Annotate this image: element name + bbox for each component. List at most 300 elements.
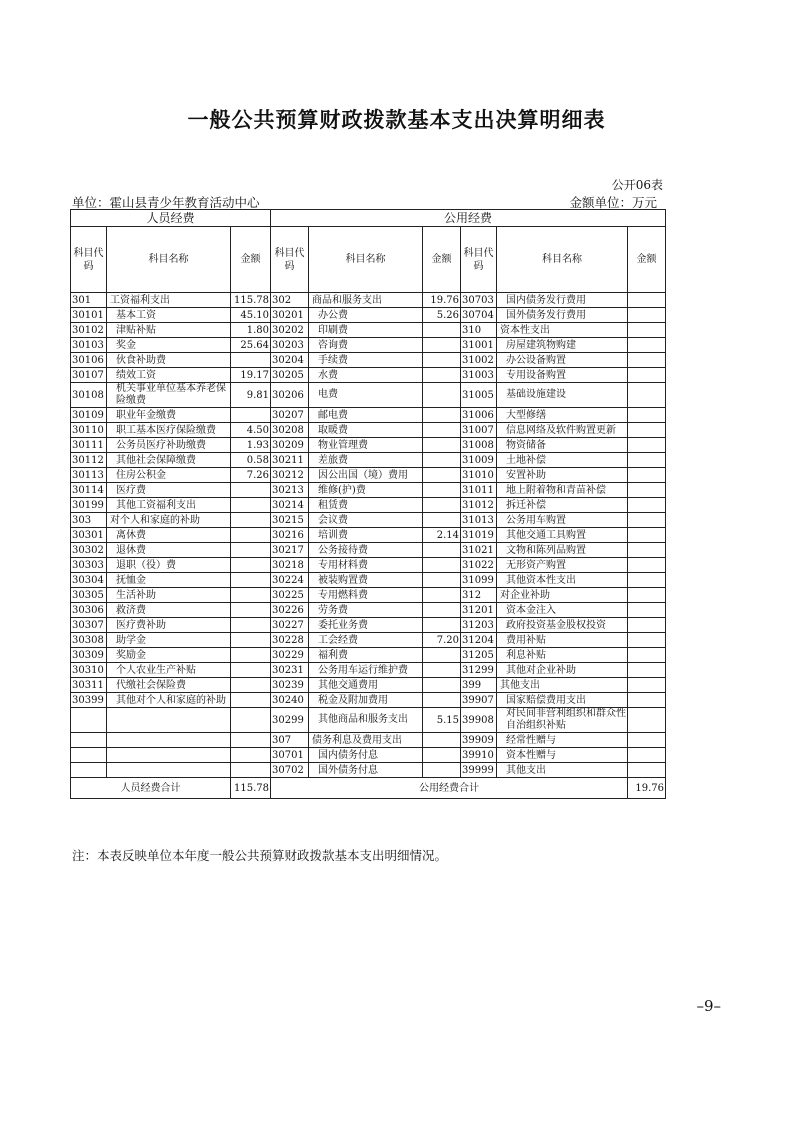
amount-cell [231, 588, 271, 603]
code-cell: 30212 [271, 468, 309, 483]
amount-cell [231, 558, 271, 573]
code-cell: 30216 [271, 528, 309, 543]
amount-cell [423, 408, 461, 423]
table-row [71, 293, 666, 308]
code-cell: 31012 [461, 498, 497, 513]
table-row [71, 543, 666, 558]
name-cell: 安置补助 [497, 468, 628, 483]
code-cell: 30299 [271, 708, 309, 733]
amount-cell [423, 573, 461, 588]
group-header-row [71, 210, 666, 227]
name-cell: 房屋建筑物购建 [497, 338, 628, 353]
name-cell: 印刷费 [309, 323, 423, 338]
name-cell: 邮电费 [309, 408, 423, 423]
table-row [71, 353, 666, 368]
name-cell: 因公出国（境）费用 [309, 468, 423, 483]
code-cell: 30217 [271, 543, 309, 558]
name-cell: 绩效工资 [107, 368, 231, 383]
public-group-header: 公用经费 [271, 210, 666, 227]
code-cell: 39908 [461, 708, 497, 733]
name-cell: 商品和服务支出 [309, 293, 423, 308]
name-cell: 机关事业单位基本养老保险缴费 [107, 383, 231, 408]
code-cell: 31021 [461, 543, 497, 558]
amount-cell [628, 748, 666, 763]
amount-cell [628, 733, 666, 748]
name-cell: 个人农业生产补贴 [107, 663, 231, 678]
table-row [71, 748, 666, 763]
name-cell: 工会经费 [309, 633, 423, 648]
code-cell: 30111 [71, 438, 107, 453]
table-row [71, 513, 666, 528]
name-cell: 生活补助 [107, 588, 231, 603]
table-row [71, 663, 666, 678]
name-cell: 文物和陈列品购置 [497, 543, 628, 558]
amount-cell [231, 733, 271, 748]
name-cell: 债务利息及费用支出 [309, 733, 423, 748]
code-cell: 31203 [461, 618, 497, 633]
name-cell: 其他社会保障缴费 [107, 453, 231, 468]
name-cell: 抚恤金 [107, 573, 231, 588]
name-cell: 国家赔偿费用支出 [497, 693, 628, 708]
name-cell: 维修(护)费 [309, 483, 423, 498]
code-cell: 30205 [271, 368, 309, 383]
amount-cell [423, 368, 461, 383]
table-row [71, 453, 666, 468]
col-header-name: 科目名称 [497, 227, 628, 293]
code-cell: 30103 [71, 338, 107, 353]
code-cell: 30226 [271, 603, 309, 618]
col-header-name: 科目名称 [309, 227, 423, 293]
amount-cell: 7.20 [423, 633, 461, 648]
amount-cell: 19.17 [231, 368, 271, 383]
code-cell: 30204 [271, 353, 309, 368]
code-cell: 307 [271, 733, 309, 748]
amount-cell [423, 338, 461, 353]
code-cell: 302 [271, 293, 309, 308]
amount-cell [628, 353, 666, 368]
table-row [71, 368, 666, 383]
name-cell: 公务用车购置 [497, 513, 628, 528]
name-cell: 经常性赠与 [497, 733, 628, 748]
code-cell: 31299 [461, 663, 497, 678]
amount-cell [423, 468, 461, 483]
column-header-row [71, 227, 666, 293]
code-cell: 31022 [461, 558, 497, 573]
amount-cell [628, 438, 666, 453]
personnel-total-label: 人员经费合计 [71, 778, 231, 799]
table-row [71, 498, 666, 513]
name-cell: 职工基本医疗保险缴费 [107, 423, 231, 438]
code-cell: 31005 [461, 383, 497, 408]
amount-cell [628, 383, 666, 408]
code-cell [71, 748, 107, 763]
code-cell: 303 [71, 513, 107, 528]
table-row [71, 528, 666, 543]
amount-cell [423, 543, 461, 558]
amount-cell [628, 483, 666, 498]
amount-cell [231, 543, 271, 558]
code-cell: 30101 [71, 308, 107, 323]
amount-cell: 4.50 [231, 423, 271, 438]
table-row [71, 308, 666, 323]
name-cell: 国内债务发行费用 [497, 293, 628, 308]
code-cell: 30702 [271, 763, 309, 778]
amount-cell [423, 453, 461, 468]
code-cell: 310 [461, 323, 497, 338]
code-cell: 31099 [461, 573, 497, 588]
table-row [71, 383, 666, 408]
code-cell: 30109 [71, 408, 107, 423]
amount-cell [423, 498, 461, 513]
code-cell: 30309 [71, 648, 107, 663]
code-cell: 30199 [71, 498, 107, 513]
code-cell: 31008 [461, 438, 497, 453]
amount-cell [423, 678, 461, 693]
amount-cell [628, 573, 666, 588]
amount-cell: 9.81 [231, 383, 271, 408]
code-cell: 39999 [461, 763, 497, 778]
code-cell: 30301 [71, 528, 107, 543]
name-cell: 税金及附加费用 [309, 693, 423, 708]
col-header-name: 科目名称 [107, 227, 231, 293]
amount-cell [628, 408, 666, 423]
code-cell: 30207 [271, 408, 309, 423]
name-cell: 利息补贴 [497, 648, 628, 663]
amount-cell [231, 513, 271, 528]
code-cell: 30227 [271, 618, 309, 633]
name-cell: 公务员医疗补助缴费 [107, 438, 231, 453]
name-cell [107, 733, 231, 748]
name-cell: 对个人和家庭的补助 [107, 513, 231, 528]
amount-cell [231, 633, 271, 648]
name-cell: 其他对企业补助 [497, 663, 628, 678]
amount-cell [231, 648, 271, 663]
code-cell: 39909 [461, 733, 497, 748]
name-cell: 资本性支出 [497, 323, 628, 338]
code-cell: 31204 [461, 633, 497, 648]
personnel-group-header: 人员经费 [71, 210, 271, 227]
code-cell: 31201 [461, 603, 497, 618]
name-cell: 公务用车运行维护费 [309, 663, 423, 678]
name-cell: 资本性赠与 [497, 748, 628, 763]
amount-cell [423, 423, 461, 438]
amount-cell [628, 648, 666, 663]
table-row [71, 588, 666, 603]
code-cell: 31013 [461, 513, 497, 528]
amount-cell [231, 498, 271, 513]
amount-cell [423, 663, 461, 678]
code-cell: 30202 [271, 323, 309, 338]
name-cell: 奖励金 [107, 648, 231, 663]
name-cell: 专用材料费 [309, 558, 423, 573]
name-cell: 手续费 [309, 353, 423, 368]
code-cell [71, 733, 107, 748]
code-cell: 30214 [271, 498, 309, 513]
page-number: –9– [696, 997, 721, 1015]
amount-cell [628, 663, 666, 678]
code-cell: 30302 [71, 543, 107, 558]
code-cell: 30311 [71, 678, 107, 693]
amount-cell [423, 693, 461, 708]
code-cell: 30112 [71, 453, 107, 468]
code-cell: 39907 [461, 693, 497, 708]
code-cell: 31009 [461, 453, 497, 468]
code-cell [71, 763, 107, 778]
table-row [71, 733, 666, 748]
amount-cell [423, 733, 461, 748]
amount-cell [231, 408, 271, 423]
name-cell: 其他商品和服务支出 [309, 708, 423, 733]
code-cell: 30229 [271, 648, 309, 663]
name-cell: 其他工资福利支出 [107, 498, 231, 513]
table-row [71, 693, 666, 708]
amount-cell [423, 648, 461, 663]
amount-cell [628, 453, 666, 468]
code-cell: 30114 [71, 483, 107, 498]
amount-cell: 7.26 [231, 468, 271, 483]
amount-cell [231, 708, 271, 733]
code-cell: 30304 [71, 573, 107, 588]
code-cell: 30213 [271, 483, 309, 498]
amount-cell: 19.76 [423, 293, 461, 308]
table-row [71, 423, 666, 438]
footnote: 注：本表反映单位本年度一般公共预算财政拨款基本支出明细情况。 [72, 848, 448, 863]
code-cell: 30306 [71, 603, 107, 618]
table-row [71, 678, 666, 693]
public-total-amount: 19.76 [628, 778, 666, 799]
code-cell: 31019 [461, 528, 497, 543]
name-cell: 伙食补助费 [107, 353, 231, 368]
name-cell: 培训费 [309, 528, 423, 543]
name-cell: 国外债务付息 [309, 763, 423, 778]
code-cell: 30399 [71, 693, 107, 708]
totals-row [71, 778, 666, 799]
code-cell: 31002 [461, 353, 497, 368]
amount-cell [231, 663, 271, 678]
amount-cell [628, 618, 666, 633]
amount-cell [423, 618, 461, 633]
code-cell: 30310 [71, 663, 107, 678]
code-cell: 30203 [271, 338, 309, 353]
name-cell: 信息网络及软件购置更新 [497, 423, 628, 438]
code-cell: 399 [461, 678, 497, 693]
unit-label: 单位：霍山县青少年教育活动中心 [72, 195, 260, 210]
amount-cell [423, 603, 461, 618]
code-cell: 30704 [461, 308, 497, 323]
amount-cell [628, 468, 666, 483]
amount-cell: 25.64 [231, 338, 271, 353]
name-cell: 国内债务付息 [309, 748, 423, 763]
name-cell: 退休费 [107, 543, 231, 558]
code-cell: 30303 [71, 558, 107, 573]
name-cell: 办公费 [309, 308, 423, 323]
amount-cell [231, 763, 271, 778]
amount-cell [231, 528, 271, 543]
code-cell: 31003 [461, 368, 497, 383]
amount-cell [628, 368, 666, 383]
table-row [71, 323, 666, 338]
amount-cell [628, 528, 666, 543]
amount-cell [231, 693, 271, 708]
name-cell: 被装购置费 [309, 573, 423, 588]
name-cell: 拆迁补偿 [497, 498, 628, 513]
amount-cell [423, 748, 461, 763]
name-cell: 对民间非营利组织和群众性自治组织补贴 [497, 708, 628, 733]
table-row [71, 468, 666, 483]
col-header-code: 科目代码 [71, 227, 107, 293]
name-cell: 专用设备购置 [497, 368, 628, 383]
table-row [71, 763, 666, 778]
code-cell: 31205 [461, 648, 497, 663]
amount-cell [628, 708, 666, 733]
name-cell: 其他支出 [497, 678, 628, 693]
name-cell: 物业管理费 [309, 438, 423, 453]
code-cell: 30225 [271, 588, 309, 603]
name-cell: 政府投资基金股权投资 [497, 618, 628, 633]
amount-cell: 1.93 [231, 438, 271, 453]
col-header-amount: 金额 [231, 227, 271, 293]
amount-cell [423, 383, 461, 408]
code-cell: 30703 [461, 293, 497, 308]
name-cell [107, 748, 231, 763]
code-cell: 30239 [271, 678, 309, 693]
code-cell [71, 708, 107, 733]
name-cell: 公务接待费 [309, 543, 423, 558]
name-cell: 水费 [309, 368, 423, 383]
amount-cell [628, 558, 666, 573]
personnel-total-amount: 115.78 [231, 778, 271, 799]
name-cell: 医疗费 [107, 483, 231, 498]
amount-cell [423, 513, 461, 528]
amount-cell [231, 483, 271, 498]
name-cell: 医疗费补助 [107, 618, 231, 633]
name-cell [107, 708, 231, 733]
code-cell: 31007 [461, 423, 497, 438]
name-cell [107, 763, 231, 778]
name-cell: 土地补偿 [497, 453, 628, 468]
amount-cell [628, 678, 666, 693]
code-cell: 39910 [461, 748, 497, 763]
name-cell: 基本工资 [107, 308, 231, 323]
amount-cell [423, 558, 461, 573]
page-title: 一般公共预算财政拨款基本支出决算明细表 [187, 108, 606, 132]
code-cell: 30231 [271, 663, 309, 678]
col-header-amount: 金额 [423, 227, 461, 293]
name-cell: 其他交通费用 [309, 678, 423, 693]
code-cell: 31001 [461, 338, 497, 353]
name-cell: 租赁费 [309, 498, 423, 513]
amount-cell [231, 748, 271, 763]
amount-cell [628, 308, 666, 323]
amount-cell [423, 438, 461, 453]
code-cell: 30206 [271, 383, 309, 408]
amount-cell [628, 543, 666, 558]
code-cell: 312 [461, 588, 497, 603]
name-cell: 对企业补助 [497, 588, 628, 603]
name-cell: 取暖费 [309, 423, 423, 438]
code-cell: 30106 [71, 353, 107, 368]
table-row [71, 708, 666, 733]
amount-cell: 5.15 [423, 708, 461, 733]
amount-cell: 115.78 [231, 293, 271, 308]
amount-unit-label: 金额单位：万元 [569, 195, 657, 210]
code-cell: 31010 [461, 468, 497, 483]
name-cell: 其他交通工具购置 [497, 528, 628, 543]
amount-cell: 45.10 [231, 308, 271, 323]
amount-cell: 1.80 [231, 323, 271, 338]
amount-cell [231, 618, 271, 633]
name-cell: 物资储备 [497, 438, 628, 453]
name-cell: 福利费 [309, 648, 423, 663]
amount-cell [628, 338, 666, 353]
name-cell: 救济费 [107, 603, 231, 618]
amount-cell [628, 513, 666, 528]
name-cell: 退职（役）费 [107, 558, 231, 573]
amount-cell [231, 678, 271, 693]
code-cell: 30107 [71, 368, 107, 383]
table-row [71, 483, 666, 498]
amount-cell [423, 763, 461, 778]
amount-cell [628, 423, 666, 438]
amount-cell [423, 483, 461, 498]
name-cell: 劳务费 [309, 603, 423, 618]
name-cell: 委托业务费 [309, 618, 423, 633]
code-cell: 30201 [271, 308, 309, 323]
name-cell: 奖金 [107, 338, 231, 353]
amount-cell: 5.26 [423, 308, 461, 323]
name-cell: 离休费 [107, 528, 231, 543]
code-cell: 30228 [271, 633, 309, 648]
amount-cell [628, 498, 666, 513]
table-row [71, 648, 666, 663]
col-header-code: 科目代码 [461, 227, 497, 293]
code-cell: 30701 [271, 748, 309, 763]
name-cell: 费用补贴 [497, 633, 628, 648]
code-cell: 31011 [461, 483, 497, 498]
code-cell: 30307 [71, 618, 107, 633]
name-cell: 其他资本性支出 [497, 573, 628, 588]
name-cell: 工资福利支出 [107, 293, 231, 308]
amount-cell [231, 353, 271, 368]
name-cell: 差旅费 [309, 453, 423, 468]
table-row [71, 618, 666, 633]
name-cell: 代缴社会保险费 [107, 678, 231, 693]
code-cell: 30102 [71, 323, 107, 338]
code-cell: 30308 [71, 633, 107, 648]
code-cell: 301 [71, 293, 107, 308]
amount-cell: 2.14 [423, 528, 461, 543]
amount-cell [628, 763, 666, 778]
name-cell: 基础设施建设 [497, 383, 628, 408]
col-header-amount: 金额 [628, 227, 666, 293]
amount-cell [628, 633, 666, 648]
table-row [71, 633, 666, 648]
code-cell: 30208 [271, 423, 309, 438]
table-row [71, 573, 666, 588]
code-cell: 30218 [271, 558, 309, 573]
name-cell: 电费 [309, 383, 423, 408]
amount-cell [628, 603, 666, 618]
code-cell: 30209 [271, 438, 309, 453]
table-row [71, 438, 666, 453]
table-row [71, 408, 666, 423]
table-row [71, 558, 666, 573]
table-row [71, 338, 666, 353]
code-cell: 30215 [271, 513, 309, 528]
code-cell: 30211 [271, 453, 309, 468]
code-cell: 31006 [461, 408, 497, 423]
amount-cell: 0.58 [231, 453, 271, 468]
